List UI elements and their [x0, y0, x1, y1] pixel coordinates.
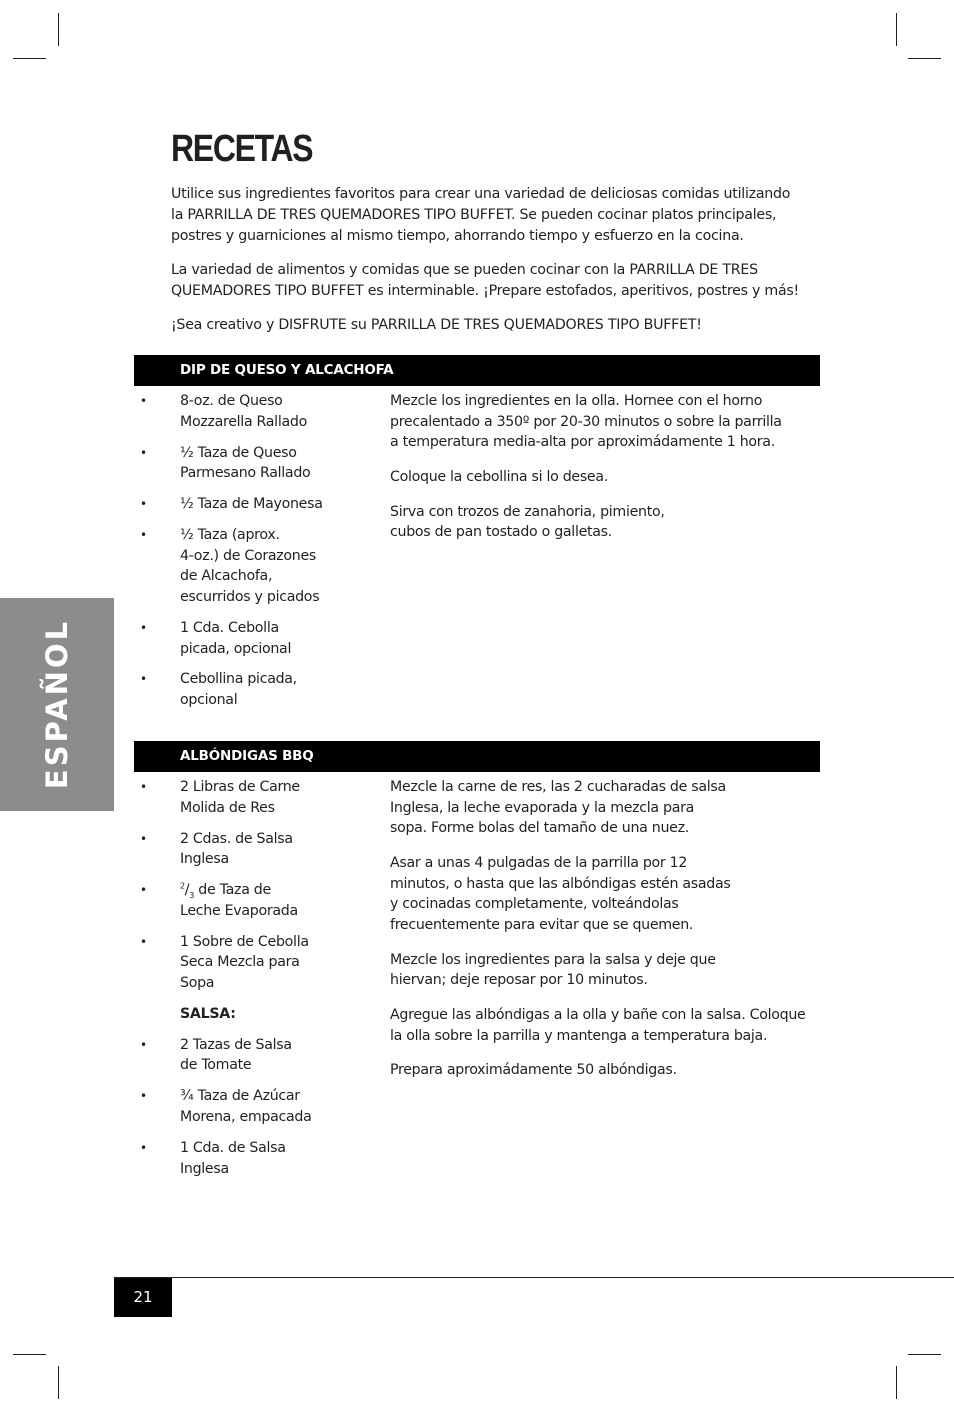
instruction-paragraph: Mezcle los ingredientes para la salsa y deje que hiervan; deje reposar por 10 minutos.: [390, 951, 716, 989]
ingredient-item: • 2 Cdas. de Salsa Inglesa: [134, 829, 364, 870]
sauce-subheading: SALSA:: [180, 1005, 236, 1022]
recipe-header-bar: [134, 355, 820, 386]
crop-mark: [58, 13, 59, 46]
crop-mark: [13, 1354, 46, 1355]
intro-paragraph: Utilice sus ingredientes favoritos para crear una variedad de deliciosas comidas utilizando la PARRILLA DE TRES QUEMADORES TIPO BUFFET. Se pueden cocinar platos principales, postres y guarniciones al mismo tiempo, ahorrando tiempo y esfuerzo en la cocina.: [171, 186, 791, 244]
ingredient-item: • 2 Tazas de Salsa de Tomate: [134, 1035, 364, 1076]
ingredient-text: de Taza de Leche Evaporada: [180, 882, 298, 919]
instruction-block: [390, 777, 820, 1095]
instruction-paragraph: Mezcle la carne de res, las 2 cucharadas de salsa Inglesa, la leche evaporada y la mezcla para sopa. Forme bolas del tamaño de una nuez.: [390, 779, 726, 837]
instruction-paragraph: Asar a unas 4 pulgadas de la parrilla por 12 minutos, o hasta que las albóndigas estén asadas y cocinadas completamente, volteándolas frecuentemente para evitar que se quemen.: [390, 854, 731, 933]
recipe-header-bar: [134, 741, 820, 772]
crop-mark: [908, 1354, 941, 1355]
intro-paragraph: La variedad de alimentos y comidas que se pueden cocinar con la PARRILLA DE TRES QUEMADORES TIPO BUFFET es interminable. ¡Prepare estofados, aperitivos, postres y más!: [171, 262, 799, 299]
crop-mark: [896, 13, 897, 46]
language-side-tab: [0, 598, 114, 811]
instruction-paragraph: Mezcle los ingredientes en la olla. Hornee con el horno precalentado a 350º por 20-30 minutos o sobre la parrilla a temperatura media-alta por aproximádamente 1 hora.: [390, 393, 782, 451]
instruction-paragraph: Sirva con trozos de zanahoria, pimiento, cubos de pan tostado o galletas.: [390, 503, 665, 541]
crop-mark: [13, 58, 46, 59]
ingredient-list: [134, 777, 364, 1190]
intro-paragraph: ¡Sea creativo y DISFRUTE su PARRILLA DE TRES QUEMADORES TIPO BUFFET!: [171, 317, 702, 333]
ingredient-list: [134, 391, 364, 721]
ingredient-item: • 1 Sobre de Cebolla Seca Mezcla para Sopa: [134, 932, 364, 994]
crop-mark: [908, 58, 941, 59]
recipe-title: ALBÓNDIGAS BBQ: [180, 748, 314, 764]
ingredient-item: • ½ Taza de Mayonesa: [134, 494, 364, 515]
ingredient-item: • 1 Cda. de Salsa Inglesa: [134, 1138, 364, 1179]
ingredient-item: • ¾ Taza de Azúcar Morena, empacada: [134, 1086, 364, 1127]
crop-mark: [896, 1366, 897, 1399]
ingredient-item: • $^2/_3$ de Taza de Leche Evaporada: [134, 880, 364, 921]
crop-mark: [58, 1366, 59, 1399]
ingredient-item: • ½ Taza de Queso Parmesano Rallado: [134, 443, 364, 484]
ingredient-item: • 8-oz. de Queso Mozzarella Rallado: [134, 391, 364, 432]
ingredient-item: • ½ Taza (aprox. 4-oz.) de Corazones de Alcachofa, escurridos y picados: [134, 525, 364, 607]
ingredient-item: • Cebollina picada, opcional: [134, 669, 364, 710]
fraction-numerator: 2: [180, 881, 185, 891]
instruction-paragraph: Coloque la cebollina si lo desea.: [390, 468, 608, 485]
ingredient-item: • 2 Libras de Carne Molida de Res: [134, 777, 364, 818]
recipe-title: DIP DE QUESO Y ALCACHOFA: [180, 362, 394, 378]
page-number: 21: [114, 1278, 172, 1317]
instruction-block: [390, 391, 820, 557]
ingredient-item: • 1 Cda. Cebolla picada, opcional: [134, 618, 364, 659]
fraction-denominator: 3: [189, 890, 195, 900]
page-title: RECETAS: [171, 128, 313, 170]
instruction-paragraph: Agregue las albóndigas a la olla y bañe con la salsa. Coloque la olla sobre la parrilla y mantenga a temperatura baja.: [390, 1006, 806, 1044]
language-label: ESPAÑOL: [40, 618, 74, 790]
instruction-paragraph: Prepara aproximádamente 50 albóndigas.: [390, 1062, 677, 1079]
footer-rule: [114, 1277, 954, 1278]
